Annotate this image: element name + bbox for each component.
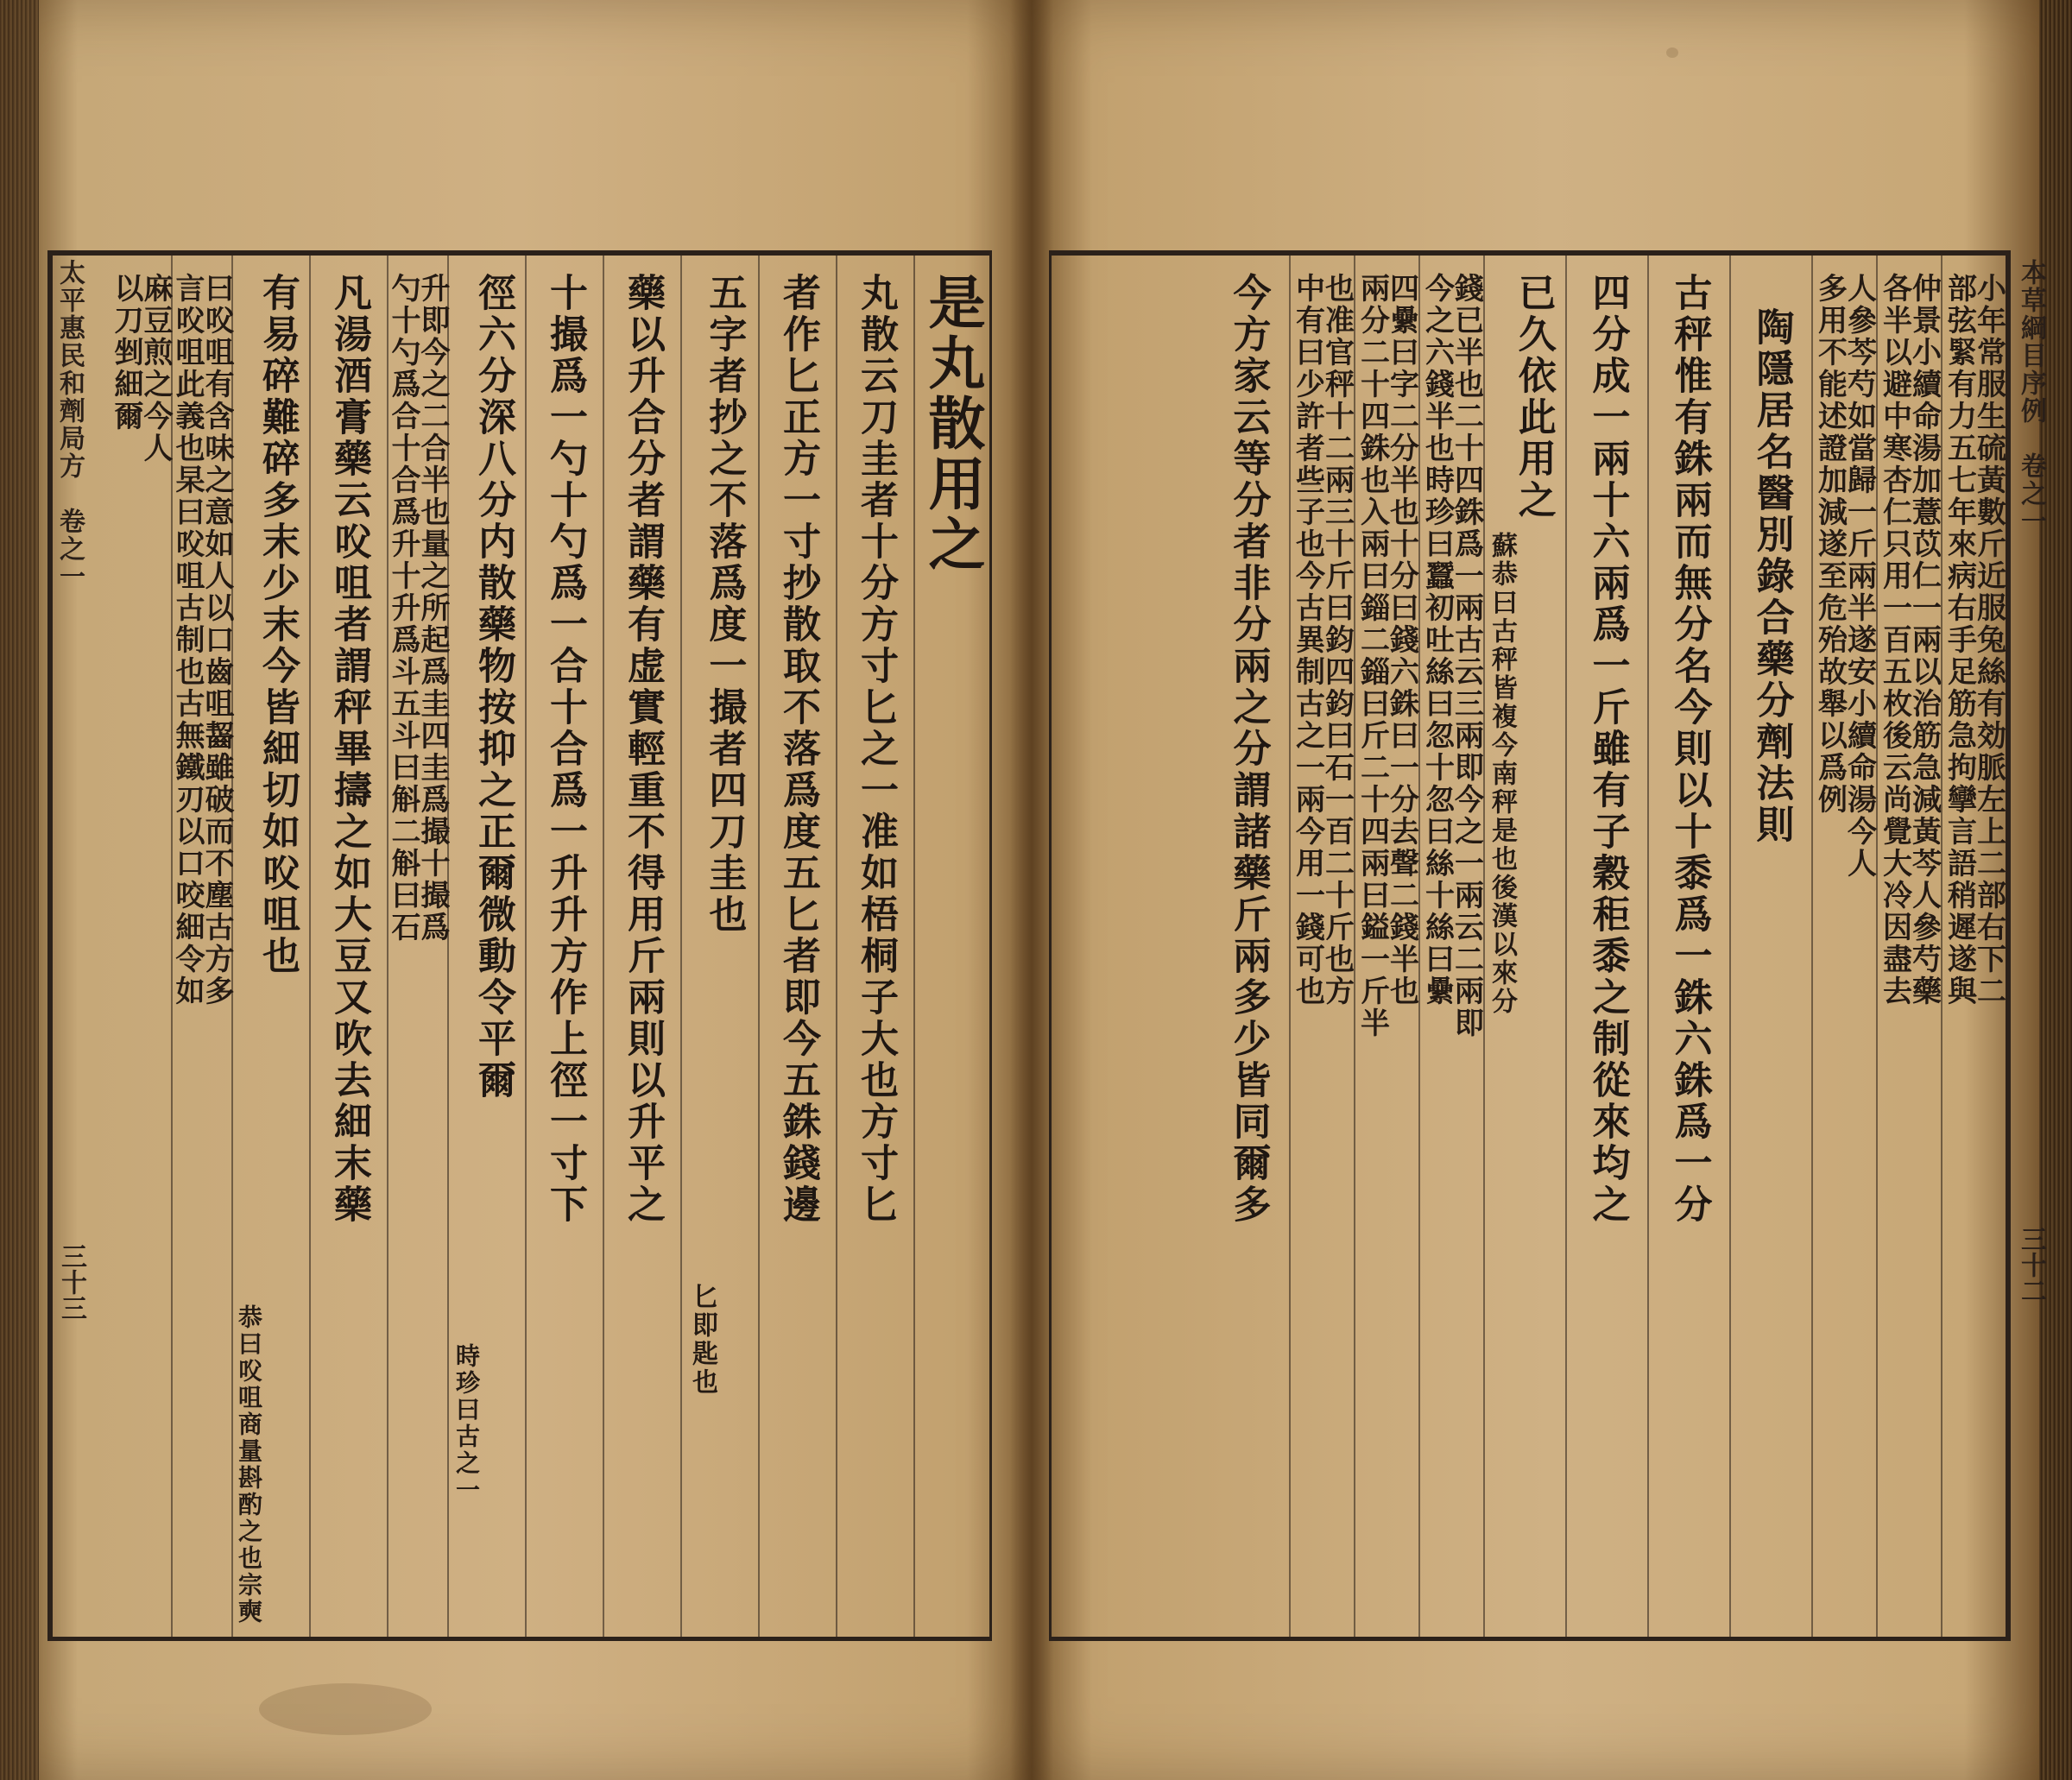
text-column (309, 256, 387, 1637)
text-column (1811, 256, 1876, 1637)
annotation-text: 匕即匙也 (687, 1283, 717, 1397)
annotation-text: 部弦緊有力五七年來病右手足筋急拘攣言語稍遲遂與 (1942, 273, 1977, 1007)
column-text: 十撮爲一勺十勺爲一合十合爲一升升方作上徑一寸下 (543, 273, 587, 1226)
annotation-text: 恭曰㕮咀商量斟酌之也宗奭 (235, 1304, 263, 1625)
left-folio-number: 三十三 (56, 1243, 86, 1321)
text-column (111, 256, 171, 1637)
text-column (1207, 256, 1289, 1637)
text-column (231, 256, 309, 1637)
right-margin-title: 本草綱目序例 卷之一 (2016, 259, 2046, 535)
text-column (525, 256, 603, 1637)
column-text: 今方家云等分者非分兩之分謂諸藥斤兩多少皆同爾多 (1226, 273, 1271, 1226)
annotation-text: 錢已半也二十四銖爲一兩古云三兩即今之一兩云二兩即 (1449, 273, 1484, 1039)
text-column (913, 256, 989, 1637)
text-column (1647, 256, 1729, 1637)
annotation-text: 仲景小續命湯加薏苡仁一兩以治筋急減黃芩人參芍藥 (1906, 273, 1942, 1007)
text-column (836, 256, 913, 1637)
paper-stain (259, 1683, 432, 1735)
annotation-text: 小年常服生硫黃數斤近服兔絲有効脈左上二部右下二 (1971, 273, 2006, 1007)
column-text: 四分成一兩十六兩爲一斤雖有子穀秬黍之制從來均之 (1585, 273, 1630, 1226)
annotation-text: 時珍曰古之一 (452, 1343, 481, 1504)
column-text: 五字者抄之不落爲度一撮者四刀圭也 (702, 273, 747, 936)
annotation-text: 以刀剉細爾 (109, 273, 143, 432)
text-column (1354, 256, 1418, 1637)
column-text: 有易碎難碎多末少末今皆細切如㕮咀也 (256, 273, 300, 977)
annotation-text: 勺十勺爲合十合爲升十升爲斗五斗曰斛二斛曰石 (386, 273, 420, 944)
right-page-frame (1049, 250, 2011, 1641)
text-column (1941, 256, 2006, 1637)
text-column (680, 256, 758, 1637)
annotation-text: 言㕮咀此義也杲曰㕮咀古制也古無鐵刃以口咬細令如 (170, 273, 205, 1007)
annotation-text: 兩分二十四銖也入兩曰錙二錙曰斤二十四兩曰鎰一斤半 (1355, 273, 1390, 1039)
text-column (603, 256, 680, 1637)
annotation-text: 麻豆煎之今人 (138, 273, 173, 464)
column-text: 藥以升合分者謂藥有虚實輕重不得用斤兩則以升平之 (621, 273, 665, 1226)
annotation-text: 各半以避中寒杏仁只用一百五枚後云尚覺大冷因盡去 (1877, 273, 1912, 1007)
text-column (1565, 256, 1647, 1637)
page-edges-left (0, 0, 39, 1780)
annotation-text: 多用不能述證加減遂至危殆故舉以爲例 (1812, 273, 1848, 816)
column-text: 是丸散用之 (919, 273, 986, 575)
text-column (1483, 256, 1565, 1637)
text-column (170, 256, 234, 1637)
ink-spot (1666, 47, 1678, 58)
column-text: 陶隱居名醫別錄合藥分劑法則 (1749, 307, 1794, 846)
book-gutter (1010, 0, 1053, 1780)
left-page-frame (47, 250, 992, 1641)
annotation-text: 中有曰少許者些子也今古異制古之一兩今用一錢可也 (1290, 273, 1325, 1007)
text-column (758, 256, 836, 1637)
column-text: 徑六分深八分内散藥物按抑之正爾微動令平爾 (471, 273, 516, 1101)
right-folio-number: 三十二 (2016, 1226, 2046, 1303)
annotation-text: 四纍曰字二分半也十分曰錢六銖曰一分去聲二錢半也 (1384, 273, 1419, 1007)
annotation-text: 人參芩芍如當歸一斤兩半遂安小續命湯今人 (1841, 273, 1877, 880)
text-column (1729, 256, 1811, 1637)
annotation-text: 曰㕮咀有含味之意如人以口齒咀齧雖破而不塵古方多 (199, 273, 234, 1007)
left-margin-title: 太平惠民和劑局方 卷之一 (54, 259, 85, 590)
column-text: 已久依此用之 (1511, 273, 1556, 521)
text-column (1289, 256, 1354, 1637)
text-column (447, 256, 525, 1637)
annotation-text: 也准官秤十二兩三十斤曰鈞四鈞曰石一百二十斤也方 (1319, 273, 1355, 1007)
column-text: 丸散云刀圭者十分方寸匕之一准如梧桐子大也方寸匕 (854, 273, 898, 1226)
text-column (1418, 256, 1483, 1637)
text-column (386, 256, 450, 1637)
text-column (1876, 256, 1941, 1637)
column-text: 者作匕正方一寸抄散取不落爲度五匕者即今五銖錢邊 (776, 273, 820, 1226)
column-text: 古秤惟有銖兩而無分名今則以十黍爲一銖六銖爲一分 (1667, 273, 1712, 1226)
annotation-text: 蘇恭曰古秤皆複今南秤是也後漢以來分 (1487, 532, 1517, 1016)
annotation-text: 升即今之二合半也量之所起爲圭四圭爲撮十撮爲 (415, 273, 450, 944)
column-text: 凡湯酒膏藥云㕮咀者謂秤畢擣之如大豆又吹去細末藥 (327, 273, 371, 1226)
annotation-text: 今之六錢半也時珍曰蠶初吐絲曰忽十忽曰絲十絲曰纍 (1419, 273, 1455, 1007)
